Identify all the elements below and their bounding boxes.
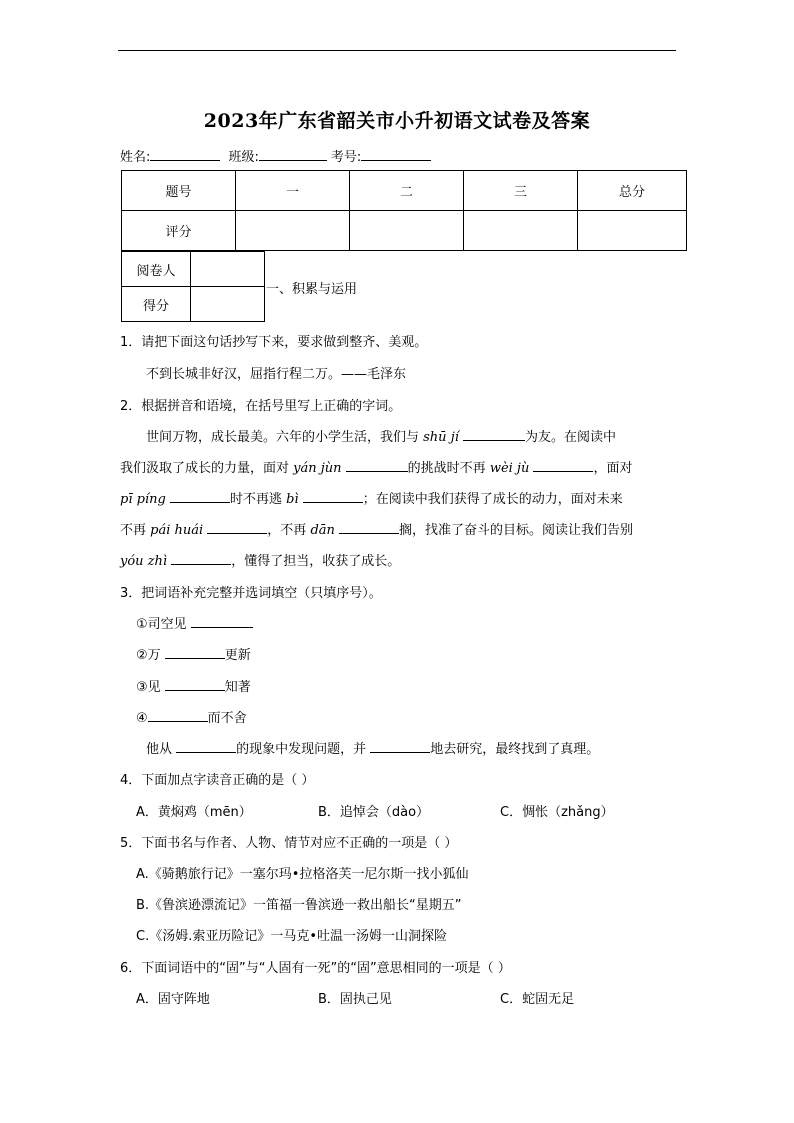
answer-blank[interactable] bbox=[339, 521, 399, 534]
question-6-option-c: C．蛇固无足 bbox=[500, 992, 575, 1007]
pinyin: yóu zhì bbox=[120, 554, 168, 569]
answer-blank[interactable] bbox=[207, 521, 267, 534]
question-5-option-b: B.《鲁滨逊漂流记》一笛福一鲁滨逊一救出船长“星期五” bbox=[136, 898, 462, 913]
pinyin: pī píng bbox=[120, 492, 166, 507]
score-header-cell: 总分 bbox=[578, 171, 687, 211]
score-header-cell: 一 bbox=[236, 171, 350, 211]
question-4-option-c: C．惆怅（zhǎng） bbox=[500, 805, 614, 820]
pinyin: yán jùn bbox=[293, 461, 342, 476]
question-6-stem: 6．下面词语中的“固”与“人固有一死”的“固”意思相同的一项是（ ） bbox=[120, 961, 511, 976]
text: 的挑战时不再 bbox=[407, 461, 490, 476]
score-table bbox=[121, 170, 687, 251]
text: ②万 bbox=[136, 648, 161, 663]
answer-blank[interactable] bbox=[370, 740, 430, 753]
answer-blank[interactable] bbox=[171, 552, 231, 565]
pinyin: dān bbox=[310, 523, 335, 538]
answer-blank[interactable] bbox=[165, 646, 225, 659]
text: ；在阅读中我们获得了成长的动力，面对未来 bbox=[362, 492, 623, 507]
question-2-line bbox=[120, 519, 633, 538]
question-6-option-b: B．固执己见 bbox=[318, 992, 392, 1007]
text: ，懂得了担当，收获了成长。 bbox=[231, 554, 401, 569]
pinyin: shū jí bbox=[423, 430, 459, 445]
question-3-sentence bbox=[146, 738, 599, 757]
question-1-stem: 1．请把下面这句话抄写下来，要求做到整齐、美观。 bbox=[120, 335, 428, 350]
question-3-item bbox=[136, 613, 253, 632]
question-1-quote: 不到长城非好汉，屈指行程二万。——毛泽东 bbox=[146, 367, 407, 382]
header-rule bbox=[118, 50, 676, 51]
page-title: 2023年广东省韶关市小升初语文试卷及答案 bbox=[203, 110, 591, 132]
text: ①司空见 bbox=[136, 617, 187, 632]
text: 知著 bbox=[224, 680, 251, 695]
text: 时不再逃 bbox=[229, 492, 287, 507]
text: 为友。在阅读中 bbox=[525, 430, 617, 445]
grader-score-cell[interactable] bbox=[191, 287, 265, 322]
grader-table bbox=[121, 251, 265, 322]
exam-number-field[interactable] bbox=[361, 148, 431, 161]
answer-blank[interactable] bbox=[191, 615, 253, 628]
text: 地去研究，最终找到了真理。 bbox=[430, 742, 600, 757]
question-5-stem: 5．下面书名与作者、人物、情节对应不正确的一项是（ ） bbox=[120, 836, 458, 851]
pinyin: pái huái bbox=[150, 523, 204, 538]
answer-blank[interactable] bbox=[165, 678, 225, 691]
question-3-item bbox=[136, 644, 251, 663]
text: 更新 bbox=[224, 648, 251, 663]
text: 搁，找准了奋斗的目标。阅读让我们告别 bbox=[399, 523, 634, 538]
question-2-stem: 2．根据拼音和语境，在括号里写上正确的字词。 bbox=[120, 399, 402, 414]
text: 我们汲取了成长的力量，面对 bbox=[120, 461, 294, 476]
text: ，不再 bbox=[267, 523, 311, 538]
reviewer-label: 阅卷人 bbox=[122, 252, 191, 287]
question-3-item bbox=[136, 707, 247, 726]
answer-blank[interactable] bbox=[176, 740, 236, 753]
text: ④ bbox=[136, 711, 148, 726]
score-table-header bbox=[122, 171, 687, 211]
text: 而不舍 bbox=[207, 711, 247, 726]
question-3-stem: 3．把词语补充完整并选词填空（只填序号）。 bbox=[120, 586, 382, 601]
question-5-option-a: A.《骑鹅旅行记》一塞尔玛•拉格洛芙一尼尔斯一找小狐仙 bbox=[136, 867, 469, 882]
score-header-cell: 题号 bbox=[122, 171, 236, 211]
question-5-option-c: C.《汤姆.索亚历险记》一马克•吐温一汤姆一山洞探险 bbox=[136, 929, 448, 944]
question-3-item bbox=[136, 676, 251, 695]
score-cell[interactable] bbox=[578, 211, 687, 251]
text: ，面对 bbox=[593, 461, 633, 476]
reviewer-cell[interactable] bbox=[191, 252, 265, 287]
score-table-row bbox=[122, 211, 687, 251]
text: 他从 bbox=[146, 742, 177, 757]
score-cell[interactable] bbox=[350, 211, 464, 251]
question-4-option-b: B．追悼会（dào） bbox=[318, 805, 430, 820]
question-2-line bbox=[146, 426, 616, 445]
score-cell[interactable] bbox=[236, 211, 350, 251]
text: 不再 bbox=[120, 523, 151, 538]
question-2-line bbox=[120, 488, 623, 507]
text: ③见 bbox=[136, 680, 161, 695]
exam-number-label: 考号: bbox=[330, 150, 362, 165]
text: 的现象中发现问题，并 bbox=[236, 742, 371, 757]
question-4-stem: 4．下面加点字读音正确的是（ ） bbox=[120, 773, 315, 788]
question-2-line bbox=[120, 457, 632, 476]
text: 世间万物，成长最美。六年的小学生活，我们与 bbox=[146, 430, 424, 445]
pinyin: wèi jù bbox=[489, 461, 530, 476]
answer-blank[interactable] bbox=[303, 490, 363, 503]
name-field[interactable] bbox=[150, 148, 220, 161]
name-label: 姓名: bbox=[120, 150, 151, 165]
answer-blank[interactable] bbox=[148, 709, 208, 722]
answer-blank[interactable] bbox=[346, 459, 408, 472]
question-6-option-a: A．固守阵地 bbox=[136, 992, 210, 1007]
answer-blank[interactable] bbox=[533, 459, 593, 472]
score-header-cell: 三 bbox=[464, 171, 578, 211]
student-info bbox=[120, 146, 435, 165]
score-row-label: 评分 bbox=[122, 211, 236, 251]
answer-blank[interactable] bbox=[463, 428, 525, 441]
question-4-option-a: A．黄焖鸡（mēn） bbox=[136, 805, 252, 820]
score-cell[interactable] bbox=[464, 211, 578, 251]
answer-blank[interactable] bbox=[170, 490, 230, 503]
grader-score-label: 得分 bbox=[122, 287, 191, 322]
class-label: 班级: bbox=[228, 150, 259, 165]
pinyin: bì bbox=[286, 492, 299, 507]
section-heading: 一、积累与运用 bbox=[266, 282, 358, 297]
question-2-line bbox=[120, 550, 400, 569]
class-field[interactable] bbox=[259, 148, 327, 161]
score-header-cell: 二 bbox=[350, 171, 464, 211]
